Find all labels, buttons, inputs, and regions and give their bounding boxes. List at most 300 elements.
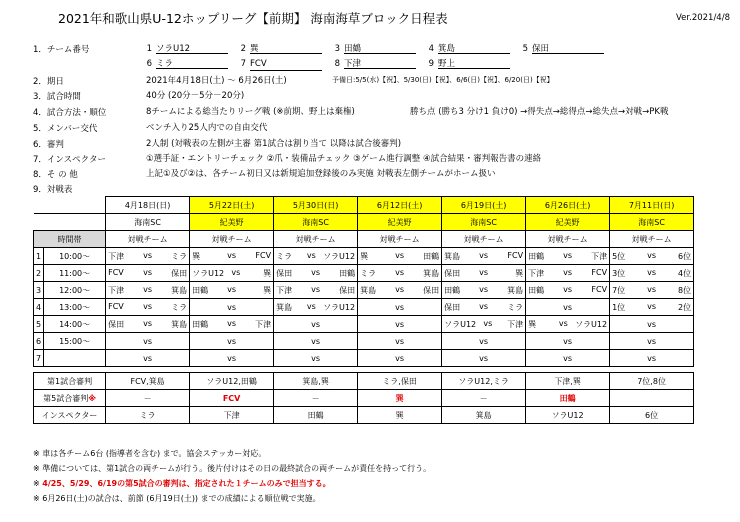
home-team: ソラU12	[192, 268, 225, 278]
vs-label: vs	[483, 318, 493, 328]
vs-label: vs	[563, 267, 573, 277]
match	[528, 303, 607, 312]
away-team: 6位	[677, 251, 692, 261]
home-team	[612, 320, 638, 329]
away-team: ミラ	[507, 302, 524, 312]
away-team: 保田	[423, 285, 440, 295]
fifth-ref-cell: －	[442, 390, 526, 407]
slot-time: 10:00～	[44, 248, 106, 265]
away-team	[581, 337, 607, 346]
slot-time: 11:00～	[44, 265, 106, 282]
away-team: 巽	[515, 268, 524, 278]
date-header: 6月19日(土)	[442, 197, 526, 214]
match	[612, 337, 691, 346]
team-number: 9	[428, 59, 434, 69]
home-team	[192, 354, 218, 363]
venue-cell: 海南SC	[442, 214, 526, 231]
note-text: 車は各チーム6台 (指導者を含む) まで。協会ステッカー対応。	[42, 449, 267, 458]
home-team: 下津	[108, 285, 125, 295]
slot-row	[34, 299, 694, 316]
match-cell	[106, 248, 190, 265]
slot-number: 4	[34, 299, 44, 316]
home-team: 田鶴	[444, 285, 461, 295]
home-team: 下津	[276, 285, 293, 295]
fifth-ref-label	[34, 390, 106, 407]
match	[276, 354, 355, 363]
first-ref-cell: 箕島,巽	[274, 373, 358, 390]
date-label: 2．期日	[33, 77, 64, 87]
slot-time: 12:00～	[44, 282, 106, 299]
slot-row	[34, 333, 694, 350]
venue-cell: 紀美野	[526, 214, 610, 231]
schedule-table	[33, 196, 694, 424]
vs-label: vs	[311, 267, 321, 277]
slot-row	[34, 282, 694, 299]
first-ref-cell: ソラU12,田鶴	[190, 373, 274, 390]
team-number: 8	[334, 59, 340, 69]
match-cell	[442, 282, 526, 299]
slot-number: 6	[34, 333, 44, 350]
home-team	[276, 354, 302, 363]
first-ref-cell: 7位,8位	[610, 373, 694, 390]
vs-label: vs	[143, 318, 153, 328]
home-team: 箕島	[360, 285, 377, 295]
vs-label: vs	[395, 336, 405, 346]
home-team	[360, 320, 386, 329]
match-cell	[190, 248, 274, 265]
venue-cell: 海南SC	[106, 214, 190, 231]
match	[360, 303, 439, 312]
away-team: ソラU12	[323, 302, 356, 312]
vs-label: vs	[563, 336, 573, 346]
date-reserve: 予備日:5/5(水)【祝】、5/30(日)【祝】、6/6(日)【祝】、6/20(日)【祝】	[332, 76, 554, 84]
home-team	[276, 320, 302, 329]
away-team: FCV	[255, 250, 272, 260]
team-entry	[514, 42, 604, 54]
home-team: 保田	[108, 319, 125, 329]
away-team	[413, 337, 439, 346]
vs-label: vs	[395, 250, 405, 260]
method-value: 8チームによる総当たりリーグ戦 (※前期、野上は棄権)	[146, 107, 355, 117]
team-entry	[232, 59, 322, 71]
slot-row	[34, 248, 694, 265]
home-team: FCV	[108, 301, 124, 311]
away-team: 保田	[339, 285, 356, 295]
referee-value: 2人制 (対戦表の左側が主審 第1試合は割り当て 以降は試合後審判)	[146, 139, 402, 149]
away-team: 保田	[171, 268, 188, 278]
away-team: 箕島	[171, 319, 188, 329]
matchup-header: 対戦チーム	[610, 231, 694, 248]
match	[528, 285, 607, 296]
away-team: 巽	[263, 285, 272, 295]
match-cell	[610, 248, 694, 265]
match	[444, 268, 523, 279]
match-cell	[358, 282, 442, 299]
match	[444, 354, 523, 363]
teams-row-2	[138, 57, 514, 71]
fifth-ref-cell: FCV	[190, 390, 274, 407]
home-team: 1位	[612, 302, 626, 312]
team-entry	[232, 42, 322, 54]
match-cell	[526, 265, 610, 282]
away-team	[413, 354, 439, 363]
vs-label: vs	[647, 301, 657, 311]
vs-label: vs	[143, 301, 153, 311]
vs-label: vs	[395, 319, 405, 329]
note-text: 4/25、5/29、6/19の第5試合の審判は、指定された１チームのみで担当する。	[42, 479, 331, 488]
vs-label: vs	[558, 318, 568, 328]
match-cell	[358, 299, 442, 316]
away-team: 箕島	[507, 285, 524, 295]
match	[192, 251, 271, 262]
team-number: 4	[428, 44, 434, 54]
home-team	[528, 303, 554, 312]
slot-time: 14:00～	[44, 316, 106, 333]
match	[360, 337, 439, 346]
away-team	[329, 320, 355, 329]
team-number: 6	[146, 59, 152, 69]
home-team: 下津	[528, 268, 545, 278]
away-team: 巽	[263, 268, 272, 278]
inspector-row	[34, 407, 694, 424]
date-header: 4月18日(日)	[106, 197, 190, 214]
home-team	[528, 337, 554, 346]
away-team: 下津	[255, 319, 272, 329]
home-team	[612, 354, 638, 363]
match	[528, 251, 607, 262]
match-cell	[106, 282, 190, 299]
vs-label: vs	[311, 353, 321, 363]
inspector-row-label: インスペクター	[34, 407, 106, 424]
vs-label: vs	[311, 336, 321, 346]
first-ref-label: 第1試合審判	[34, 373, 106, 390]
matchup-header: 対戦チーム	[190, 231, 274, 248]
member-value: ベンチ入り25人内での自由交代	[146, 123, 268, 133]
match-cell	[610, 282, 694, 299]
team-number: 5	[522, 44, 528, 54]
match	[528, 354, 607, 363]
slot-number: 3	[34, 282, 44, 299]
match-cell	[358, 333, 442, 350]
match	[192, 354, 271, 363]
match	[108, 354, 187, 363]
match-cell	[358, 248, 442, 265]
date-header: 5月30日(日)	[274, 197, 358, 214]
table-label: 9．対戦表	[33, 185, 73, 195]
first-ref-cell: ミラ,保田	[358, 373, 442, 390]
match-cell	[274, 299, 358, 316]
matchup-header: 対戦チーム	[358, 231, 442, 248]
away-team: 箕島	[171, 285, 188, 295]
home-team: ソラU12	[444, 319, 477, 329]
match-cell	[442, 299, 526, 316]
note-line	[33, 463, 431, 478]
away-team	[245, 337, 271, 346]
match	[276, 320, 355, 329]
inspector-cell: ソラU12	[526, 407, 610, 424]
time-value: 40分 (20分－5分－20分)	[146, 91, 245, 101]
vs-label: vs	[563, 353, 573, 363]
match	[612, 251, 691, 262]
match	[444, 302, 523, 313]
inspector-cell: 田鶴	[274, 407, 358, 424]
match	[444, 285, 523, 296]
away-team: FCV	[507, 250, 524, 260]
vs-label: vs	[479, 267, 489, 277]
away-team	[665, 354, 691, 363]
home-team: 田鶴	[528, 285, 545, 295]
match-cell	[526, 248, 610, 265]
match	[192, 337, 271, 346]
home-team	[108, 354, 134, 363]
match	[528, 319, 607, 330]
match	[612, 268, 691, 279]
vs-label: vs	[647, 267, 657, 277]
vs-label: vs	[227, 336, 237, 346]
match-cell	[442, 350, 526, 367]
venue-row	[34, 214, 694, 231]
fifth-ref-cell: －	[106, 390, 190, 407]
match	[360, 268, 439, 279]
away-team	[161, 354, 187, 363]
match	[360, 285, 439, 296]
vs-label: vs	[479, 336, 489, 346]
match-cell	[190, 282, 274, 299]
match	[108, 337, 187, 346]
vs-label: vs	[311, 284, 321, 294]
match-cell	[106, 316, 190, 333]
note-mark: ※	[33, 449, 43, 458]
vs-label: vs	[143, 267, 153, 277]
away-team: 箕島	[423, 268, 440, 278]
vs-label: vs	[227, 302, 237, 312]
team-number: 2	[240, 44, 246, 54]
note-text: 準備については、第1試合の両チームが行う。後片付けはその日の最終試合の両チームが責任を持って行う。	[42, 464, 432, 473]
match-cell	[274, 265, 358, 282]
vs-label: vs	[479, 284, 489, 294]
match	[528, 337, 607, 346]
other-label: 8．そ の 他	[33, 170, 78, 180]
vs-label: vs	[227, 250, 237, 260]
fifth-ref-mark: ※	[88, 393, 96, 403]
fifth-ref-cell: －	[274, 390, 358, 407]
match-cell	[526, 316, 610, 333]
slot-time	[44, 350, 106, 367]
team-number: 7	[240, 59, 246, 69]
vs-label: vs	[563, 284, 573, 294]
date-header: 6月12日(土)	[358, 197, 442, 214]
match-cell	[274, 350, 358, 367]
match-cell	[610, 350, 694, 367]
vs-label: vs	[395, 302, 405, 312]
match-cell	[526, 299, 610, 316]
match-cell	[274, 316, 358, 333]
team-name: 下津	[344, 57, 416, 69]
team-entry	[326, 42, 416, 54]
slot-row	[34, 265, 694, 282]
match	[612, 354, 691, 363]
member-label: 5．メンバー交代	[33, 124, 98, 134]
fifth-ref-cell: 田鶴	[526, 390, 610, 407]
away-team	[161, 337, 187, 346]
home-team: 箕島	[444, 251, 461, 261]
match-cell	[106, 299, 190, 316]
home-team	[528, 354, 554, 363]
away-team	[329, 337, 355, 346]
vs-label: vs	[306, 301, 316, 311]
away-team	[665, 337, 691, 346]
home-team	[360, 354, 386, 363]
home-team: ミラ	[360, 268, 377, 278]
home-team: 田鶴	[528, 251, 545, 261]
match-cell	[106, 350, 190, 367]
venue-cell: 海南SC	[274, 214, 358, 231]
inspector-cell: 下津	[190, 407, 274, 424]
match-cell	[442, 265, 526, 282]
away-team: 8位	[677, 285, 692, 295]
away-team: 下津	[591, 251, 608, 261]
matchup-header: 対戦チーム	[442, 231, 526, 248]
team-name: 保田	[532, 42, 604, 54]
match-cell	[610, 333, 694, 350]
team-number: 3	[334, 44, 340, 54]
home-team: 保田	[444, 268, 461, 278]
match	[612, 320, 691, 329]
match-cell	[526, 350, 610, 367]
match-cell	[190, 265, 274, 282]
home-team	[612, 337, 638, 346]
vs-label: vs	[143, 336, 153, 346]
note-mark: ※	[33, 464, 43, 473]
vs-label: vs	[395, 284, 405, 294]
match	[108, 285, 187, 296]
match-cell	[442, 248, 526, 265]
vs-label: vs	[143, 284, 153, 294]
match	[276, 337, 355, 346]
match	[444, 319, 523, 330]
vs-label: vs	[227, 284, 237, 294]
note-mark: ※	[33, 494, 43, 503]
match-cell	[190, 333, 274, 350]
match-cell	[190, 350, 274, 367]
away-team: ミラ	[171, 302, 188, 312]
match-cell	[190, 316, 274, 333]
match	[276, 251, 355, 262]
venue-cell: 海南SC	[610, 214, 694, 231]
vs-label: vs	[479, 353, 489, 363]
home-team: 保田	[276, 268, 293, 278]
slot-row	[34, 350, 694, 367]
inspector-cell: 巽	[358, 407, 442, 424]
match	[612, 302, 691, 313]
match	[276, 285, 355, 296]
match	[360, 354, 439, 363]
vs-label: vs	[647, 353, 657, 363]
away-team: 田鶴	[423, 251, 440, 261]
match	[192, 285, 271, 296]
vs-label: vs	[227, 318, 237, 328]
match-cell	[358, 316, 442, 333]
vs-label: vs	[227, 353, 237, 363]
away-team: FCV	[591, 267, 608, 277]
vs-label: vs	[647, 319, 657, 329]
home-team	[444, 337, 470, 346]
match-cell	[274, 282, 358, 299]
date-header: 7月11日(日)	[610, 197, 694, 214]
referee-label: 6．審判	[33, 140, 64, 150]
home-team: 巽	[360, 251, 369, 261]
match-cell	[610, 299, 694, 316]
match	[108, 268, 187, 279]
header-row	[34, 231, 694, 248]
home-team: 保田	[444, 302, 461, 312]
vs-label: vs	[647, 284, 657, 294]
inspector-value: ①選手証・エントリーチェック ②爪・装備品チェック ③ゲーム進行調整 ④試合結果・審判報告書の連絡	[146, 154, 542, 164]
vs-label: vs	[563, 250, 573, 260]
away-team	[245, 354, 271, 363]
time-label: 3．試合時間	[33, 92, 81, 102]
team-name: 箕島	[438, 42, 510, 54]
team-name: FCV	[250, 59, 322, 71]
match	[444, 337, 523, 346]
inspector-cell: 6位	[610, 407, 694, 424]
away-team	[245, 303, 271, 312]
match	[192, 319, 271, 330]
match-cell	[526, 333, 610, 350]
match-cell	[358, 265, 442, 282]
inspector-cell: ミラ	[106, 407, 190, 424]
home-team: 巽	[528, 319, 537, 329]
team-name: 野上	[438, 57, 510, 69]
other-value: 上記①及び②は、各チーム初日又は新規追加登録後のみ実施 対戦表左側チームがホーム扱い	[146, 169, 496, 179]
venue-cell: 紀美野	[358, 214, 442, 231]
home-team	[360, 337, 386, 346]
team-name: ソラU12	[156, 42, 228, 54]
away-team: 4位	[677, 268, 692, 278]
match	[444, 251, 523, 262]
inspector-cell: 箕島	[442, 407, 526, 424]
match-cell	[442, 316, 526, 333]
home-team: 3位	[612, 268, 626, 278]
teams-row-1	[138, 42, 608, 54]
teams-label: 1．チーム番号	[33, 45, 90, 55]
vs-label: vs	[479, 301, 489, 311]
fifth-ref-row	[34, 390, 694, 407]
match	[108, 302, 187, 313]
slot-number: 2	[34, 265, 44, 282]
match-cell	[442, 333, 526, 350]
version-label: Ver.2021/4/8	[676, 13, 730, 23]
match-cell	[106, 265, 190, 282]
match	[360, 251, 439, 262]
slot-time: 15:00～	[44, 333, 106, 350]
fifth-ref-cell	[610, 390, 694, 407]
match	[360, 320, 439, 329]
home-team: 下津	[108, 251, 125, 261]
date-header: 6月26日(土)	[526, 197, 610, 214]
match	[192, 268, 271, 279]
notes-list	[33, 448, 431, 508]
away-team: ミラ	[171, 251, 188, 261]
vs-label: vs	[563, 302, 573, 312]
first-ref-cell: 下津,巽	[526, 373, 610, 390]
method-label: 4．試合方法・順位	[33, 108, 107, 118]
date-header: 5月22日(土)	[190, 197, 274, 214]
away-team	[665, 320, 691, 329]
home-team: 田鶴	[192, 319, 209, 329]
home-team: 田鶴	[192, 285, 209, 295]
first-ref-cell: ソラU12,ミラ	[442, 373, 526, 390]
